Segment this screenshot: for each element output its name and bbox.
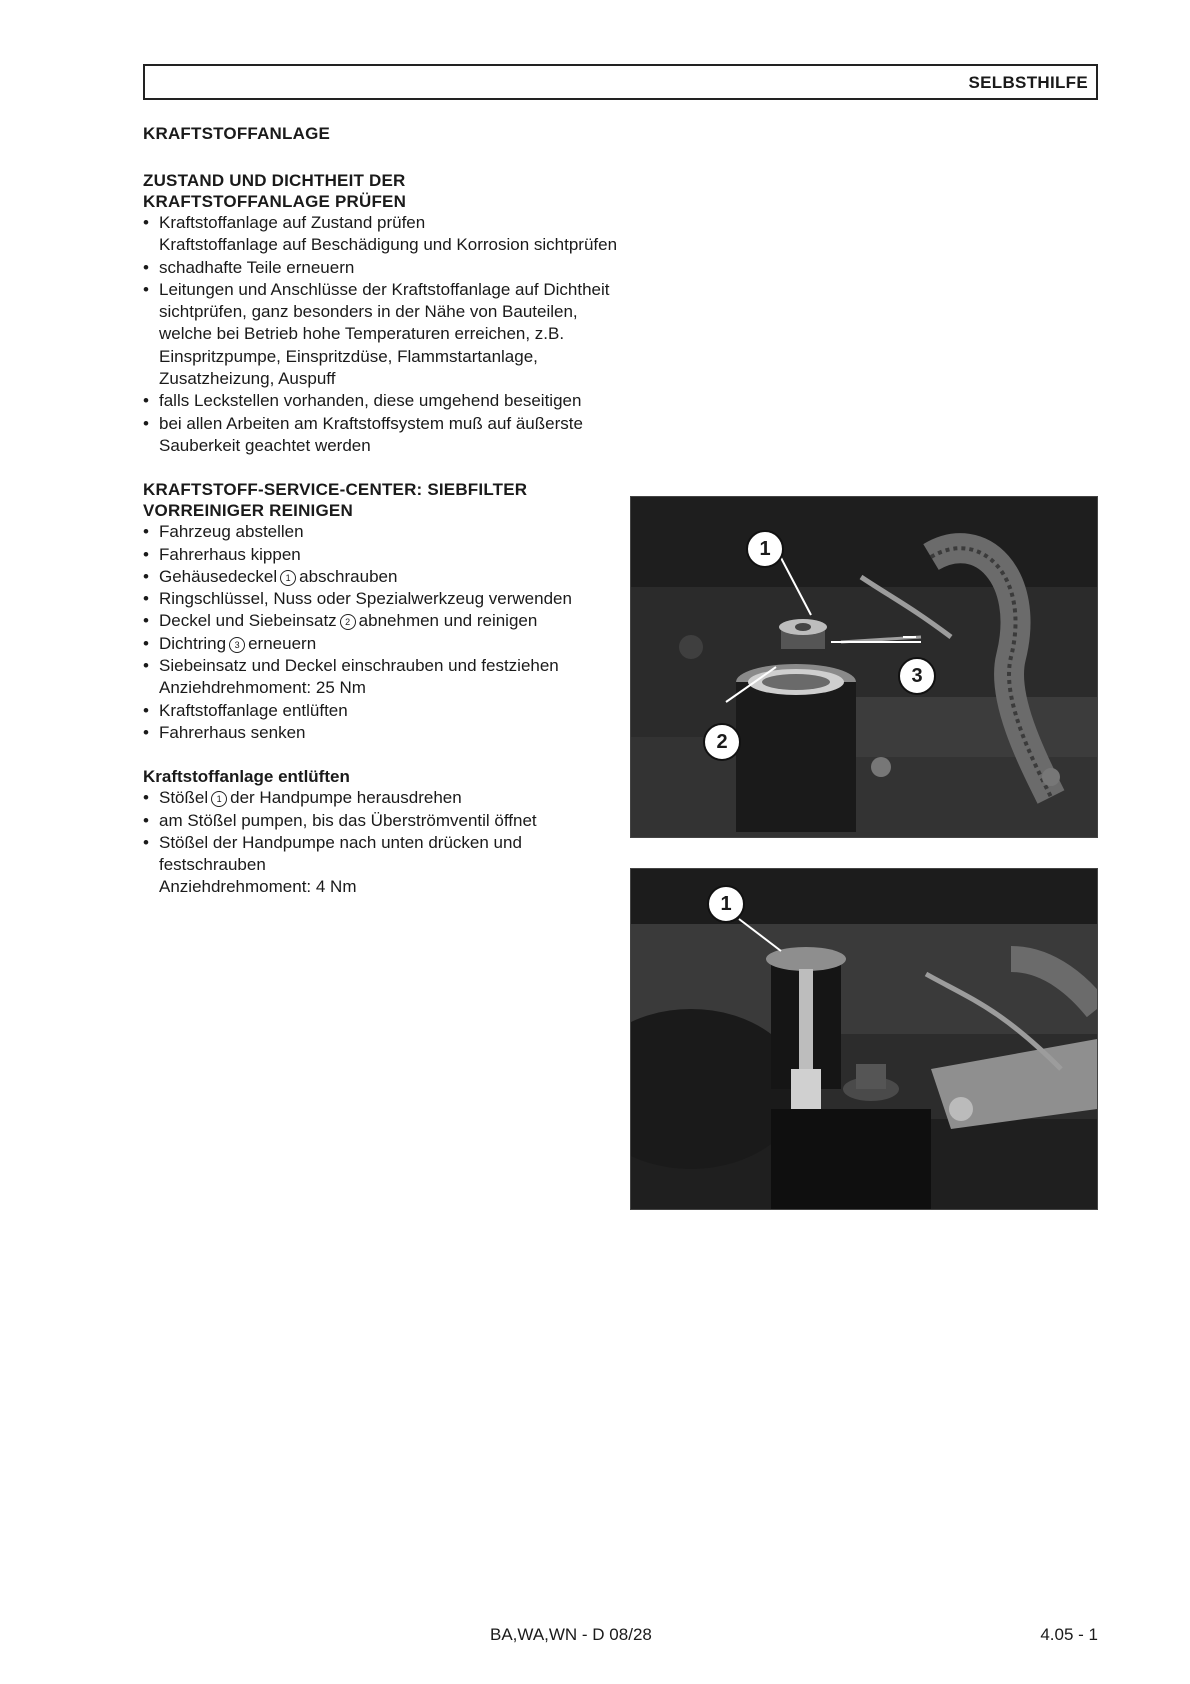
circled-number: 3 <box>229 637 245 653</box>
list-item-text: Stößel <box>159 788 209 808</box>
list-item-text: Stößel der Handpumpe nach unten drücken und festschrauben <box>159 832 522 875</box>
checklist <box>143 521 623 744</box>
list-item-text: abschrauben <box>299 566 398 586</box>
list-item <box>143 700 623 722</box>
list-item <box>143 257 623 279</box>
page-title: KRAFTSTOFFANLAGE <box>143 124 331 143</box>
list-item-text: Deckel und Siebeinsatz <box>159 611 337 631</box>
photo-fuel-filter-illustration <box>631 497 1097 837</box>
list-item <box>143 566 623 588</box>
list-item-text: Siebeinsatz und Deckel einschrauben und festziehen <box>159 656 559 676</box>
list-item <box>143 655 623 700</box>
section-heading: Kraftstoffanlage entlüften <box>143 767 350 787</box>
callout-3: 3 <box>898 657 936 695</box>
list-item <box>143 787 623 809</box>
list-item <box>143 521 623 543</box>
list-item-text: Gehäusedeckel <box>159 566 278 586</box>
list-item-text: schadhafte Teile erneuern <box>159 257 355 277</box>
photo-hand-pump-illustration <box>631 869 1097 1209</box>
list-item <box>143 722 623 744</box>
callout-2: 2 <box>703 723 741 761</box>
list-item-subtext: Anziehdrehmoment: 4 Nm <box>159 877 357 897</box>
checklist <box>143 787 623 898</box>
section-heading-line2: VORREINIGER REINIGEN <box>143 501 353 521</box>
section-zustand <box>143 170 623 457</box>
list-item <box>143 832 623 899</box>
photo-fuel-filter <box>630 496 1098 838</box>
list-item-text: am Stößel pumpen, bis das Überströmventil öffnet <box>159 810 537 830</box>
list-item-subtext: Kraftstoffanlage auf Beschädigung und Korrosion sichtprüfen <box>159 235 618 255</box>
list-item-text: Dichtring <box>159 633 227 653</box>
list-item-text: falls Leckstellen vorhanden, diese umgehend beseitigen <box>159 391 582 411</box>
list-item-text: erneuern <box>248 633 317 653</box>
section-heading-line2: KRAFTSTOFFANLAGE PRÜFEN <box>143 192 407 211</box>
list-item <box>143 279 623 390</box>
list-item-text: Ringschlüssel, Nuss oder Spezialwerkzeug verwenden <box>159 589 572 609</box>
section-title: SELBSTHILFE <box>968 73 1088 92</box>
page-number: 4.05 - 1 <box>1040 1625 1098 1644</box>
section-siebfilter <box>143 479 623 744</box>
list-item <box>143 610 623 632</box>
list-item <box>143 544 623 566</box>
callout-1: 1 <box>707 885 745 923</box>
header-box <box>143 64 1098 100</box>
text-column <box>143 124 623 921</box>
circled-number: 2 <box>340 614 356 630</box>
section-entlueften <box>143 766 623 898</box>
list-item-text: Fahrerhaus kippen <box>159 544 301 564</box>
section-heading-line1: KRAFTSTOFF-SERVICE-CENTER: SIEBFILTER <box>143 480 528 500</box>
list-item-text: bei allen Arbeiten am Kraftstoffsystem muß auf äußerste Sauberkeit geachtet werden <box>159 413 583 455</box>
list-item <box>143 390 623 412</box>
list-item <box>143 810 623 832</box>
list-item-text: Fahrerhaus senken <box>159 722 306 742</box>
checklist <box>143 212 623 457</box>
document-code: BA,WA,WN - D 08/28 <box>490 1625 652 1644</box>
list-item <box>143 588 623 610</box>
photo-hand-pump <box>630 868 1098 1210</box>
circled-number: 1 <box>280 570 296 586</box>
list-item <box>143 413 623 458</box>
list-item-text: Leitungen und Anschlüsse der Kraftstoffanlage auf Dichtheit sichtprüfen, ganz besonders in der Nähe von Bauteilen, welche bei Betrieb hohe Temperaturen erreichen, z.B. Einspritzpumpe, Einspritzdüse, Flammstartanlage, Zusatzheizung, Auspuff <box>159 279 610 389</box>
list-item-text: der Handpumpe herausdrehen <box>230 788 462 808</box>
list-item-text: abnehmen und reinigen <box>358 611 538 631</box>
list-item-text: Kraftstoffanlage entlüften <box>159 700 348 720</box>
list-item-subtext: Anziehdrehmoment: 25 Nm <box>159 678 366 698</box>
list-item <box>143 633 623 655</box>
list-item-text: Fahrzeug abstellen <box>159 522 304 542</box>
section-heading-line1: ZUSTAND UND DICHTHEIT DER <box>143 171 406 190</box>
circled-number: 1 <box>211 791 227 807</box>
list-item <box>143 212 623 257</box>
callout-1: 1 <box>746 530 784 568</box>
list-item-text: Kraftstoffanlage auf Zustand prüfen <box>159 213 426 232</box>
